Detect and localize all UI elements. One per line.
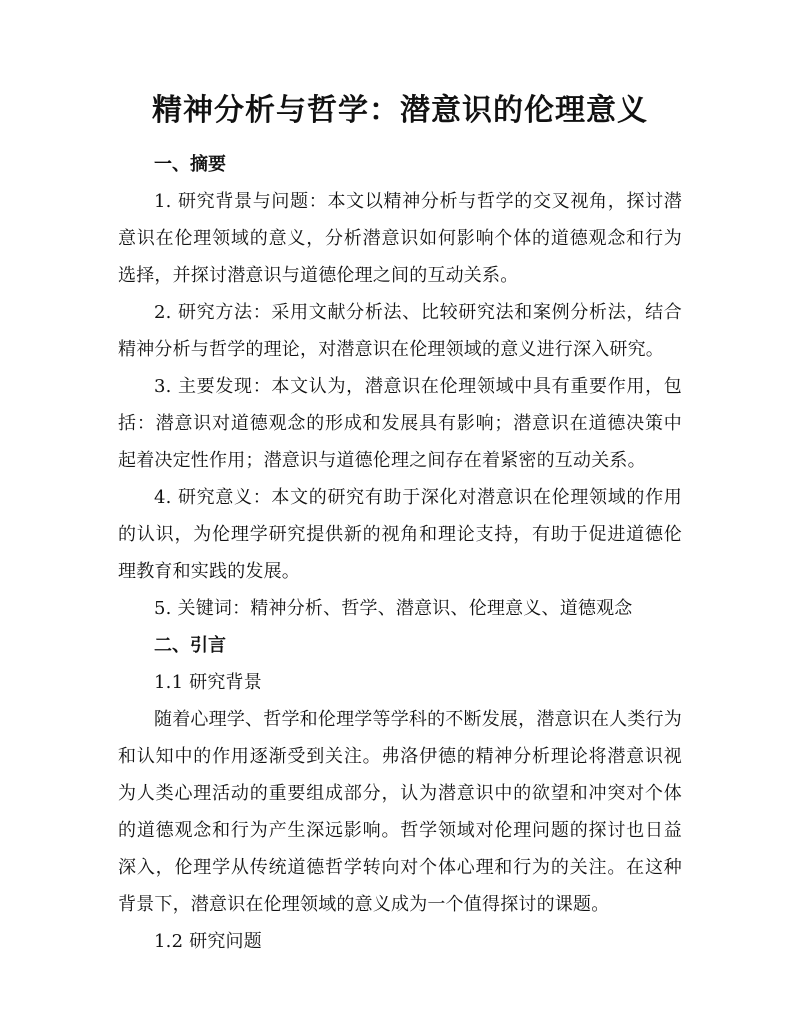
abstract-item-1: 1. 研究背景与问题：本文以精神分析与哲学的交叉视角，探讨潜意识在伦理领域的意义，分析潜意识如何影响个体的道德观念和行为选择，并探讨潜意识与道德伦理之间的互动关系。 xyxy=(118,191,682,286)
abstract-item-5: 5. 关键词：精神分析、哲学、潜意识、伦理意义、道德观念 xyxy=(154,598,633,619)
background-paragraph: 随着心理学、哲学和伦理学等学科的不断发展，潜意识在人类行为和认知中的作用逐渐受到关注。弗洛伊德的精神分析理论将潜意识视为人类心理活动的重要组成部分，认为潜意识中的欲望和冲突对个体的道德观念和行为产生深远影响。哲学领域对伦理问题的探讨也日益深入，伦理学从传统道德哲学转向对个体心理和行为的关注。在这种背景下，潜意识在伦理领域的意义成为一个值得探讨的课题。 xyxy=(118,709,682,915)
section-heading-abstract: 一、摘要 xyxy=(154,154,226,175)
abstract-item-3: 3. 主要发现：本文认为，潜意识在伦理领域中具有重要作用，包括：潜意识对道德观念的形成和发展具有影响；潜意识在道德决策中起着决定性作用；潜意识与道德伦理之间存在着紧密的互动关系。 xyxy=(118,376,682,471)
subsection-heading-questions: 1.2 研究问题 xyxy=(154,931,262,952)
abstract-item-4: 4. 研究意义：本文的研究有助于深化对潜意识在伦理领域的作用的认识，为伦理学研究提供新的视角和理论支持，有助于促进道德伦理教育和实践的发展。 xyxy=(118,487,682,582)
title-spacer xyxy=(118,134,682,146)
section-heading-introduction: 二、引言 xyxy=(154,635,226,656)
document-title: 精神分析与哲学：潜意识的伦理意义 xyxy=(152,93,648,128)
subsection-heading-background: 1.1 研究背景 xyxy=(154,672,262,693)
document-page xyxy=(118,88,682,960)
abstract-item-2: 2. 研究方法：采用文献分析法、比较研究法和案例分析法，结合精神分析与哲学的理论，对潜意识在伦理领域的意义进行深入研究。 xyxy=(118,302,682,360)
